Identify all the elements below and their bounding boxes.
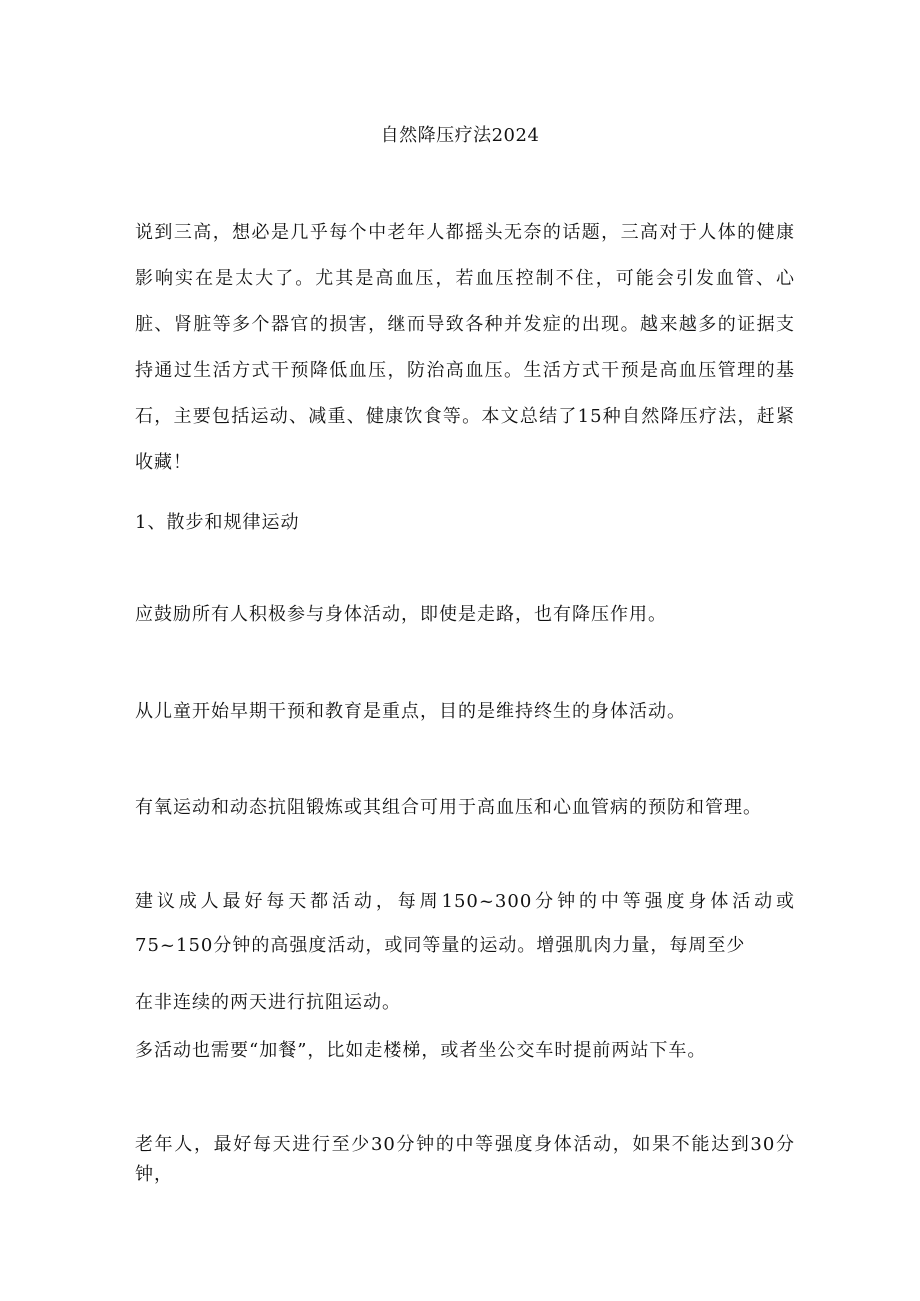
intro-paragraph: 说到三高，想必是几乎每个中老年人都摇头无奈的话题，三高对于人体的健康影响实在是太大了。尤其是高血压，若血压控制不住，可能会引发血管、心脏、肾脏等多个器官的损害，继而导致各种并发症的出现。越来越多的证据支持通过生活方式干预降低血压，防治高血压。生活方式干预是高血压管理的基石，主要包括运动、减重、健康饮食等。本文总结了15种自然降压疗法，赶紧收藏！ [135, 222, 795, 473]
paragraph-resistance-training: 在非连续的两天进行抗阻运动。 [135, 992, 401, 1013]
paragraph-extra-activity: 多活动也需要“加餐”，比如走楼梯，或者坐公交车时提前两站下车。 [135, 1040, 707, 1061]
paragraph-activity-encourage: 应鼓励所有人积极参与身体活动，即使是走路，也有降压作用。 [135, 604, 667, 625]
section-heading-walking: 1、散步和规律运动 [135, 512, 300, 533]
paragraph-elderly: 老年人，最好每天进行至少30分钟的中等强度身体活动，如果不能达到30分钟， [135, 1134, 795, 1185]
paragraph-children-education: 从儿童开始早期干预和教育是重点，目的是维持终生的身体活动。 [135, 701, 686, 722]
document-title: 自然降压疗法2024 [380, 125, 540, 146]
paragraph-aerobic-exercise: 有氧运动和动态抗阻锻炼或其组合可用于高血压和心血管病的预防和管理。 [135, 797, 762, 818]
paragraph-adult-recommendation: 建议成人最好每天都活动，每周150~300分钟的中等强度身体活动或75~150分钟的高强度活动，或同等量的运动。增强肌肉力量，每周至少 [135, 891, 795, 956]
